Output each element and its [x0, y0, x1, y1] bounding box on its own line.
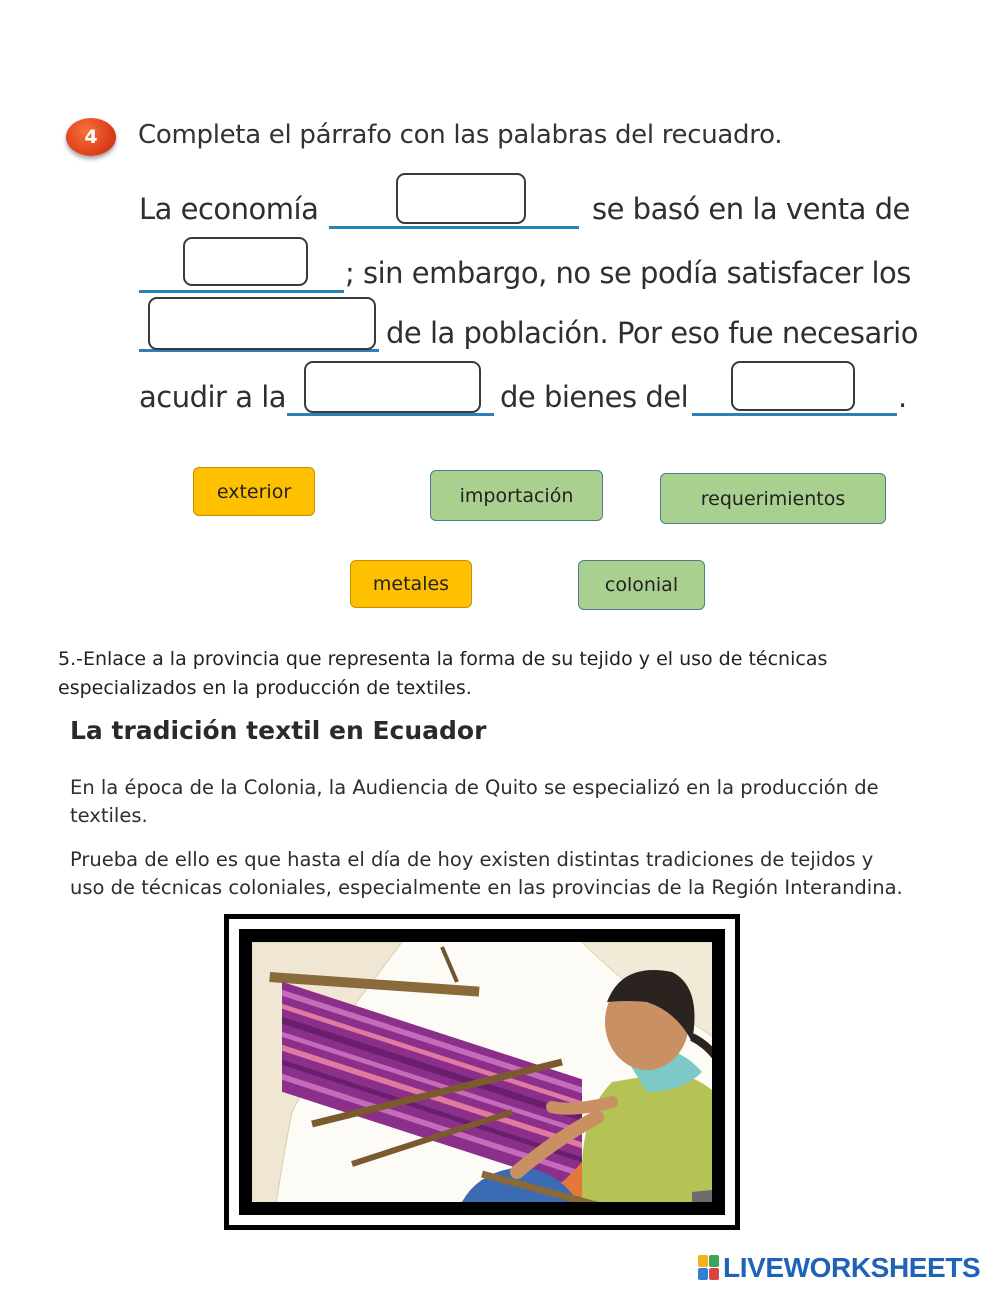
weaver-loom-illustration [252, 942, 712, 1202]
word-chip-colonial[interactable]: colonial [578, 560, 705, 610]
blank-underline [139, 290, 344, 293]
word-chip-metales[interactable]: metales [350, 560, 472, 608]
section-title: La tradición textil en Ecuador [70, 716, 487, 745]
paragraph-text: de bienes del [500, 380, 689, 414]
paragraph-text: . [898, 380, 907, 414]
answer-drop-box-1[interactable] [396, 173, 526, 224]
word-chip-importacion[interactable]: importación [430, 470, 603, 521]
section-paragraph-2: Prueba de ello es que hasta el día de hoy existen distintas tradiciones de tejidos y uso de técnicas coloniales, especialmente en las provincias de la Región Interandina. [70, 848, 903, 899]
brand-name: LIVEWORKSHEETS [723, 1252, 981, 1283]
word-chip-exterior[interactable]: exterior [193, 467, 315, 516]
brand-mark-icon [698, 1255, 720, 1281]
word-chip-requerimientos[interactable]: requerimientos [660, 473, 886, 524]
blank-underline [692, 413, 897, 416]
paragraph-text: acudir a la [139, 380, 287, 414]
paragraph-text: La economía [139, 192, 319, 226]
answer-drop-box-5[interactable] [731, 361, 855, 411]
paragraph-text: se basó en la venta de [592, 192, 910, 226]
illustration-frame [224, 914, 740, 1230]
paragraph-text: de la población. Por eso fue necesario [386, 316, 918, 350]
answer-drop-box-4[interactable] [304, 361, 481, 413]
blank-underline [287, 413, 494, 416]
answer-drop-box-3[interactable] [148, 297, 376, 350]
exercise-title: Completa el párrafo con las palabras del recuadro. [138, 120, 783, 150]
section-paragraph-1: En la época de la Colonia, la Audiencia de Quito se especializó en la producción de textiles. [70, 776, 879, 827]
paragraph-text: ; sin embargo, no se podía satisfacer los [345, 256, 911, 290]
blank-underline [329, 226, 579, 229]
brand-logo [698, 1252, 980, 1284]
answer-drop-box-2[interactable] [183, 237, 308, 286]
exercise-number-badge: 4 [66, 118, 116, 156]
exercise5-instruction: 5.-Enlace a la provincia que representa la forma de su tejido y el uso de técnicas especializados en la producción de textiles. [58, 648, 828, 699]
